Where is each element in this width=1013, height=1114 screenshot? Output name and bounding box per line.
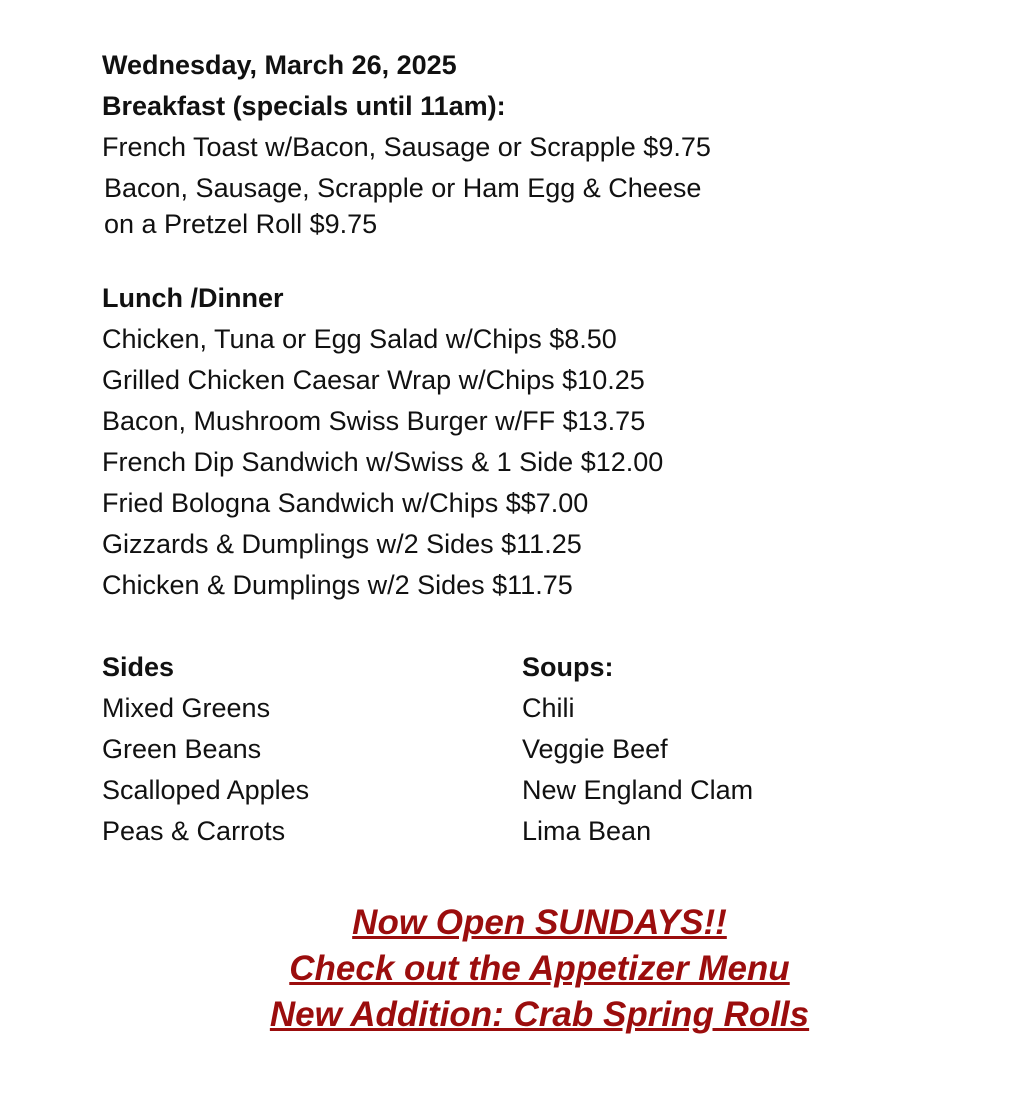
lunch-item: Fried Bologna Sandwich w/Chips $$7.00 [102,488,589,518]
side-item: Mixed Greens [102,693,271,723]
breakfast-heading: Breakfast (specials until 11am): [102,91,506,121]
lunch-item: Bacon, Mushroom Swiss Burger w/FF $13.75 [102,406,646,436]
lunch-item: Grilled Chicken Caesar Wrap w/Chips $10.25 [102,365,645,395]
soup-item: Veggie Beef [522,734,668,764]
lunch-item: Gizzards & Dumplings w/2 Sides $11.25 [102,529,582,559]
lunch-item: Chicken, Tuna or Egg Salad w/Chips $8.50 [102,324,617,354]
lunch-item: Chicken & Dumplings w/2 Sides $11.75 [102,570,573,600]
breakfast-item-wrapped [102,170,962,242]
spacer [102,242,962,278]
promo-line: Check out the Appetizer Menu [289,949,790,988]
sides-column [102,647,522,852]
side-item: Scalloped Apples [102,775,310,805]
sides-soups-section [102,647,962,852]
soup-item: New England Clam [522,775,754,805]
side-item: Green Beans [102,734,262,764]
soups-column [522,647,922,852]
breakfast-item-line: on a Pretzel Roll $9.75 [104,209,378,239]
promo-block [0,900,1013,1038]
menu-document [102,45,962,852]
lunch-heading: Lunch /Dinner [102,283,284,313]
spacer [102,606,962,647]
lunch-item: French Dip Sandwich w/Swiss & 1 Side $12.00 [102,447,664,477]
promo-line: New Addition: Crab Spring Rolls [269,995,810,1034]
sides-heading: Sides [102,652,175,682]
breakfast-item-line: Bacon, Sausage, Scrapple or Ham Egg & Cheese [104,173,702,203]
soup-item: Chili [522,693,575,723]
soups-heading: Soups: [522,652,614,682]
breakfast-item: French Toast w/Bacon, Sausage or Scrapple $9.75 [102,132,711,162]
promo-line: Now Open SUNDAYS!! [352,903,727,942]
soup-item: Lima Bean [522,816,652,846]
side-item: Peas & Carrots [102,816,286,846]
menu-date: Wednesday, March 26, 2025 [102,50,457,80]
